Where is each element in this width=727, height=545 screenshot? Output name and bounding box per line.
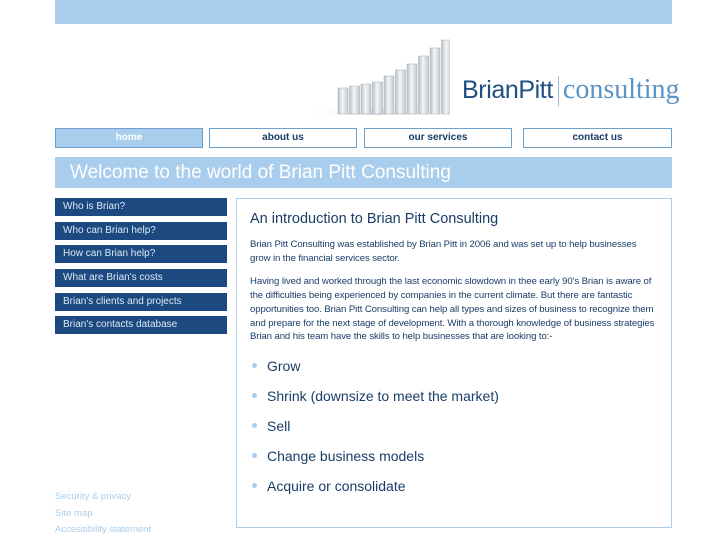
nav-our-services[interactable]: our services [364,128,512,148]
sidebar-nav [55,198,227,340]
brand-separator [558,76,559,106]
logo-bar [430,48,440,114]
logo-bar [338,88,348,114]
nav-contact-us[interactable]: contact us [523,128,672,148]
footer-link-accessibility[interactable]: Accessibility statement [55,524,152,535]
details-paragraph: Having lived and worked through the last economic slowdown in thee early 90's Brian is aware of the difficulties being experienced by companies in the current climate. But there are fantastic opportunities too. Brian Pitt Consulting can help all types and sizes of business to recognize them and prepare for the next stage of development. With a thorough knowledge of business strategies Brian and his team have the skills to help businesses that are looking to:- [250,276,655,343]
logo-bar [384,76,394,114]
list-item: Change business models [250,448,657,478]
sidebar-item-contacts-database[interactable]: Brian's contacts database [55,316,227,334]
goals-list [250,358,657,508]
list-item: Sell [250,418,657,448]
sidebar-item-who-can-brian-help[interactable]: Who can Brian help? [55,222,227,240]
list-item: Acquire or consolidate [250,478,657,508]
welcome-banner: Welcome to the world of Brian Pitt Consulting [55,157,672,188]
footer-links [55,491,151,541]
sidebar-item-clients-projects[interactable]: Brian's clients and projects [55,293,227,311]
logo-bar [407,64,417,114]
bullet-icon [252,423,257,428]
nav-home[interactable]: home [55,128,203,148]
bar-chart-logo-icon [305,32,450,118]
list-item: Shrink (downsize to meet the market) [250,388,657,418]
sidebar-item-costs[interactable]: What are Brian's costs [55,269,227,287]
top-banner [55,0,672,24]
sidebar-item-who-is-brian[interactable]: Who is Brian? [55,198,227,216]
bullet-icon [252,363,257,368]
bullet-icon [252,483,257,488]
logo-bar [419,56,429,114]
logo-bar [373,82,383,114]
logo-bar [350,86,360,114]
logo-bar [396,70,406,114]
list-item: Grow [250,358,657,388]
footer-link-site-map[interactable]: Site map [55,507,93,519]
sidebar-item-how-can-brian-help[interactable]: How can Brian help? [55,245,227,263]
brand-name-light: consulting [562,74,680,105]
bullet-icon [252,453,257,458]
bullet-icon [252,393,257,398]
nav-about-us[interactable]: about us [209,128,357,148]
brand-logo[interactable] [462,74,680,106]
content-heading: An introduction to Brian Pitt Consulting [250,211,499,227]
footer-link-security-privacy[interactable]: Security & privacy [55,491,132,502]
main-content [236,198,672,528]
intro-paragraph: Brian Pitt Consulting was established by Brian Pitt in 2006 and was set up to help businesses grow in the financial services sector. [250,239,637,264]
logo-bar [442,40,451,114]
brand-name-strong: BrianPitt [462,76,553,104]
logo-bar [361,84,371,114]
